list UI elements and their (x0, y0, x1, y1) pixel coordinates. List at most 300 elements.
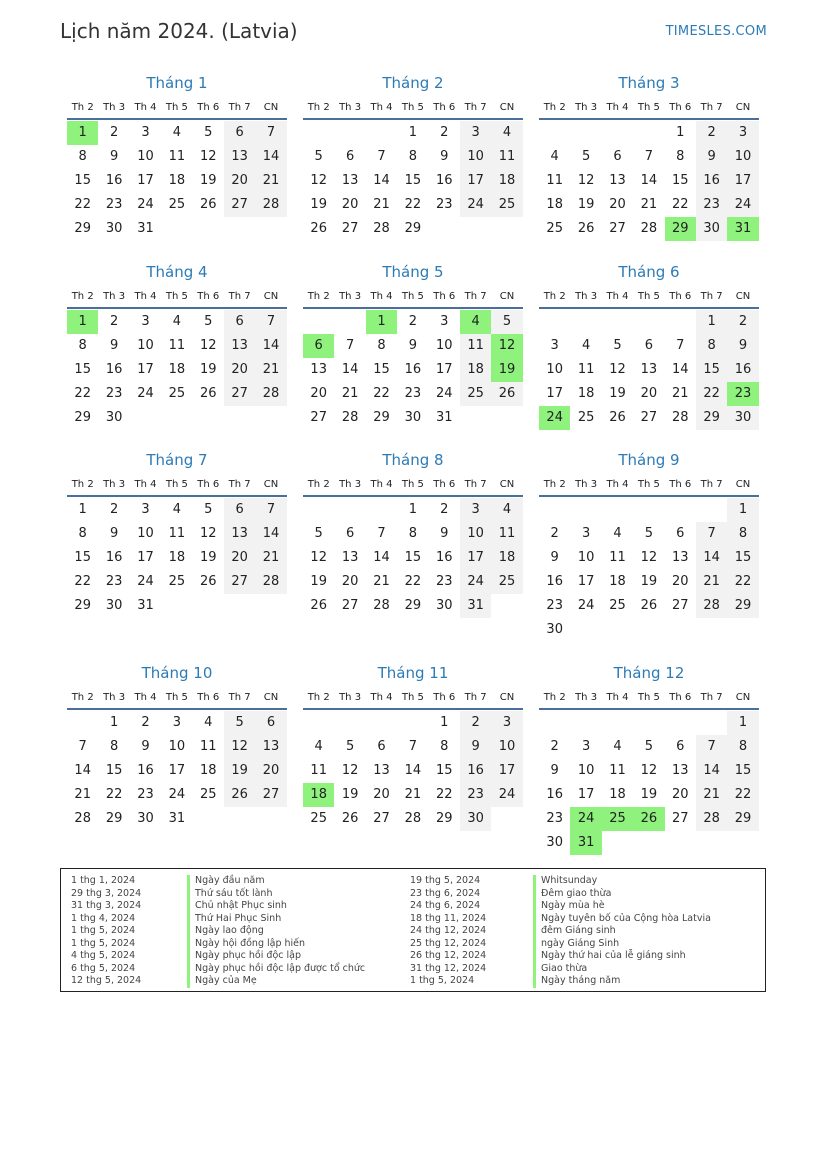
day-cell: 29 (74, 598, 91, 613)
day-cell: 7 (377, 526, 386, 541)
day-cell: 21 (696, 783, 727, 807)
weekday-label: Th 4 (606, 291, 629, 302)
weekday-header (303, 287, 523, 309)
day-cell: 8 (109, 739, 119, 754)
empty-cell (539, 711, 570, 735)
weekday-label: Th 6 (197, 692, 220, 703)
month-name: Tháng 5 (382, 263, 444, 281)
legend-holiday-name: Chủ nhật Phục sinh (187, 900, 365, 913)
weekday-label: Th 6 (197, 102, 220, 113)
day-cell: 8 (727, 735, 758, 759)
day-cell: 23 (105, 197, 123, 212)
day-cell: 2 (460, 711, 491, 735)
day-cell: 21 (640, 197, 658, 212)
weekday-label: Th 5 (401, 291, 424, 302)
day-cell: 27 (255, 783, 286, 807)
weekday-label: Th 2 (543, 102, 566, 113)
month-name: Tháng 6 (618, 263, 680, 281)
month-name: Tháng 10 (141, 664, 213, 682)
holiday-day: 24 (539, 406, 570, 430)
weekday-label: Th 6 (197, 479, 220, 490)
weekday-label: Th 6 (197, 291, 220, 302)
empty-cell (602, 310, 633, 334)
month-1 (67, 73, 287, 241)
day-cell: 6 (224, 121, 255, 145)
day-cell: 6 (613, 149, 622, 164)
day-cell: 1 (78, 502, 87, 517)
day-cell: 3 (440, 314, 449, 329)
legend-holiday-name: Ngày đầu năm (187, 875, 365, 888)
weekday-header (303, 475, 523, 497)
legend-date: 6 thg 5, 2024 (71, 962, 136, 974)
day-cell: 19 (199, 173, 217, 188)
day-grid (539, 498, 759, 642)
day-cell: 8 (696, 334, 727, 358)
day-cell: 9 (440, 149, 449, 164)
day-cell: 19 (640, 574, 658, 589)
day-cell: 20 (224, 169, 255, 193)
empty-cell (366, 498, 397, 522)
day-cell: 11 (460, 334, 491, 358)
empty-cell (303, 498, 334, 522)
day-cell: 2 (550, 739, 559, 754)
day-cell: 22 (74, 386, 91, 401)
month-11 (303, 663, 523, 831)
weekday-label: Th 4 (134, 692, 157, 703)
weekday-label: Th 2 (71, 291, 94, 302)
legend-date: 1 thg 4, 2024 (71, 912, 136, 924)
day-cell: 19 (640, 787, 658, 802)
weekday-label: Th 5 (165, 291, 188, 302)
weekday-label: Th 6 (669, 291, 692, 302)
holiday-day: 1 (67, 121, 98, 145)
day-cell: 23 (105, 574, 123, 589)
day-cell: 13 (671, 763, 689, 778)
day-grid (303, 310, 523, 430)
day-cell: 7 (696, 735, 727, 759)
day-cell: 25 (546, 221, 563, 236)
day-cell: 24 (137, 574, 154, 589)
day-cell: 27 (609, 221, 626, 236)
weekday-label: Th 2 (307, 291, 330, 302)
legend-holiday-name: Whitsunday (533, 875, 711, 888)
day-cell: 24 (137, 197, 154, 212)
day-cell: 24 (435, 386, 453, 401)
day-cell: 23 (696, 193, 727, 217)
day-cell: 17 (460, 169, 491, 193)
weekday-label: CN (263, 102, 279, 113)
day-cell: 25 (577, 410, 595, 425)
day-cell: 13 (224, 522, 255, 546)
day-cell: 29 (727, 594, 758, 618)
weekday-label: Th 7 (228, 479, 251, 490)
day-cell: 20 (224, 358, 255, 382)
weekday-label: Th 3 (339, 291, 362, 302)
day-cell: 19 (199, 362, 217, 377)
day-cell: 27 (224, 570, 255, 594)
day-cell: 17 (168, 763, 186, 778)
weekday-label: Th 7 (228, 692, 251, 703)
weekday-label: Th 7 (464, 479, 487, 490)
month-8 (303, 450, 523, 618)
day-cell: 19 (609, 386, 626, 401)
day-cell: 15 (74, 550, 91, 565)
month-name: Tháng 11 (377, 664, 449, 682)
day-cell: 7 (676, 338, 685, 353)
day-cell: 25 (199, 787, 217, 802)
empty-cell (334, 121, 365, 145)
day-cell: 6 (224, 498, 255, 522)
day-cell: 11 (310, 763, 327, 778)
day-cell: 24 (727, 193, 758, 217)
weekday-label: Th 6 (669, 102, 692, 113)
weekday-label: Th 4 (134, 291, 157, 302)
day-cell: 30 (727, 406, 758, 430)
day-cell: 5 (314, 526, 323, 541)
day-cell: 4 (172, 314, 181, 329)
day-cell: 13 (373, 763, 390, 778)
day-cell: 21 (671, 386, 689, 401)
legend-holiday-name: Giao thừa (533, 963, 711, 976)
day-cell: 28 (671, 410, 689, 425)
day-cell: 5 (314, 149, 323, 164)
day-grid (303, 498, 523, 618)
day-cell: 26 (310, 221, 327, 236)
day-cell: 2 (440, 502, 449, 517)
day-cell: 20 (341, 197, 359, 212)
day-cell: 5 (224, 711, 255, 735)
legend-holiday-name: Ngày mùa hè (533, 900, 711, 913)
legend-date: 1 thg 5, 2024 (71, 937, 136, 949)
weekday-label: CN (735, 291, 751, 302)
weekday-header (539, 98, 759, 120)
day-cell: 17 (435, 362, 453, 377)
day-cell: 1 (727, 711, 758, 735)
day-cell: 15 (105, 763, 123, 778)
day-cell: 25 (310, 811, 327, 826)
day-cell: 21 (404, 787, 422, 802)
weekday-label: Th 5 (637, 692, 660, 703)
day-cell: 4 (613, 526, 622, 541)
day-cell: 23 (435, 197, 453, 212)
day-grid (303, 711, 523, 831)
weekday-label: Th 4 (606, 102, 629, 113)
legend-date: 12 thg 5, 2024 (71, 975, 142, 986)
day-cell: 1 (440, 715, 449, 730)
day-cell: 22 (105, 787, 123, 802)
day-cell: 4 (491, 121, 522, 145)
day-cell: 27 (224, 193, 255, 217)
legend-date: 29 thg 3, 2024 (71, 887, 142, 899)
empty-cell (67, 711, 98, 735)
weekday-label: Th 7 (700, 102, 723, 113)
weekday-header (67, 688, 287, 710)
day-cell: 10 (577, 550, 595, 565)
legend-holiday-name: Ngày hội đồng lập hiến (187, 938, 365, 951)
legend-holiday-name: Thứ Hai Phục Sinh (187, 913, 365, 926)
empty-cell (665, 711, 696, 735)
day-cell: 28 (373, 221, 390, 236)
day-cell: 27 (310, 410, 327, 425)
empty-cell (570, 711, 601, 735)
day-cell: 20 (640, 386, 658, 401)
weekday-label: Th 5 (637, 291, 660, 302)
day-cell: 2 (109, 125, 119, 140)
empty-cell (539, 310, 570, 334)
weekday-label: Th 4 (370, 479, 393, 490)
day-grid (303, 121, 523, 241)
day-cell: 8 (408, 526, 417, 541)
month-name: Tháng 8 (382, 451, 444, 469)
empty-cell (602, 711, 633, 735)
weekday-header (539, 475, 759, 497)
legend-date: 1 thg 1, 2024 (71, 875, 136, 886)
day-cell: 26 (609, 410, 626, 425)
weekday-label: Th 6 (433, 102, 456, 113)
empty-cell (633, 711, 664, 735)
legend-date: 1 thg 5, 2024 (410, 975, 475, 986)
day-cell: 3 (460, 121, 491, 145)
day-cell: 28 (696, 807, 727, 831)
day-cell: 2 (550, 526, 559, 541)
day-cell: 30 (546, 835, 563, 850)
day-cell: 30 (105, 221, 123, 236)
day-cell: 12 (310, 550, 327, 565)
weekday-label: Th 6 (433, 291, 456, 302)
day-cell: 27 (640, 410, 658, 425)
weekday-label: Th 2 (71, 692, 94, 703)
day-cell: 16 (435, 550, 453, 565)
empty-cell (696, 498, 727, 522)
day-cell: 18 (168, 362, 186, 377)
day-cell: 17 (491, 759, 522, 783)
day-cell: 18 (609, 574, 626, 589)
month-name: Tháng 2 (382, 74, 444, 92)
day-cell: 26 (199, 197, 217, 212)
day-cell: 17 (137, 362, 154, 377)
day-cell: 20 (671, 574, 689, 589)
legend-holiday-name: Đêm giao thừa (533, 888, 711, 901)
day-cell: 13 (671, 550, 689, 565)
day-cell: 31 (460, 594, 491, 618)
day-cell: 14 (341, 362, 359, 377)
weekday-label: Th 3 (339, 102, 362, 113)
day-cell: 13 (224, 334, 255, 358)
day-cell: 30 (105, 598, 123, 613)
day-cell: 14 (671, 362, 689, 377)
day-cell: 13 (640, 362, 658, 377)
day-cell: 24 (460, 570, 491, 594)
legend-date: 26 thg 12, 2024 (410, 950, 487, 961)
month-12 (539, 663, 759, 855)
day-cell: 16 (546, 574, 563, 589)
day-cell: 8 (377, 338, 386, 353)
page-title: Lịch năm 2024. (Latvia) (60, 19, 298, 43)
weekday-label: CN (735, 692, 751, 703)
day-cell: 12 (640, 763, 658, 778)
day-cell: 17 (137, 550, 154, 565)
day-cell: 12 (199, 338, 217, 353)
legend-date: 18 thg 11, 2024 (410, 912, 487, 924)
holiday-day: 1 (366, 310, 397, 334)
weekday-label: Th 7 (228, 291, 251, 302)
day-cell: 7 (255, 498, 286, 522)
day-cell: 2 (440, 125, 449, 140)
day-cell: 5 (204, 314, 213, 329)
day-cell: 14 (373, 173, 390, 188)
weekday-header (539, 688, 759, 710)
day-cell: 25 (609, 598, 626, 613)
day-cell: 12 (199, 149, 217, 164)
day-cell: 10 (577, 763, 595, 778)
day-cell: 9 (550, 763, 559, 778)
day-cell: 18 (577, 386, 595, 401)
day-cell: 18 (460, 358, 491, 382)
empty-cell (303, 310, 334, 334)
day-cell: 8 (727, 522, 758, 546)
weekday-label: Th 7 (464, 692, 487, 703)
day-grid (539, 121, 759, 241)
day-cell: 3 (581, 526, 591, 541)
day-grid (67, 498, 287, 618)
day-cell: 11 (609, 550, 626, 565)
holiday-day: 4 (460, 310, 491, 334)
day-cell: 1 (696, 310, 727, 334)
day-cell: 12 (310, 173, 327, 188)
day-cell: 3 (727, 121, 758, 145)
day-cell: 14 (255, 334, 286, 358)
holiday-day: 25 (602, 807, 633, 831)
month-name: Tháng 12 (613, 664, 685, 682)
day-cell: 9 (460, 735, 491, 759)
day-cell: 30 (137, 811, 154, 826)
day-cell: 10 (546, 362, 563, 377)
day-cell: 17 (460, 546, 491, 570)
day-cell: 11 (577, 362, 595, 377)
weekday-label: Th 7 (700, 479, 723, 490)
day-cell: 16 (727, 358, 758, 382)
holiday-day: 31 (727, 217, 758, 241)
day-cell: 27 (224, 382, 255, 406)
day-cell: 15 (727, 546, 758, 570)
day-cell: 20 (255, 759, 286, 783)
day-cell: 8 (78, 338, 87, 353)
legend-holiday-name: Ngày tuyên bố của Cộng hòa Latvia (533, 913, 711, 926)
day-cell: 2 (141, 715, 150, 730)
empty-cell (334, 711, 365, 735)
day-grid (67, 310, 287, 430)
weekday-label: CN (735, 102, 751, 113)
weekday-label: Th 5 (401, 102, 424, 113)
day-cell: 29 (105, 811, 123, 826)
weekday-label: Th 6 (433, 692, 456, 703)
day-cell: 29 (404, 221, 422, 236)
weekday-label: Th 4 (134, 479, 157, 490)
day-cell: 3 (141, 502, 150, 517)
day-cell: 16 (404, 362, 422, 377)
weekday-label: Th 5 (165, 692, 188, 703)
holiday-day: 18 (303, 783, 334, 807)
day-cell: 1 (408, 125, 417, 140)
day-cell: 5 (644, 739, 653, 754)
weekday-header (303, 98, 523, 120)
weekday-label: CN (499, 291, 515, 302)
day-cell: 20 (310, 386, 327, 401)
day-cell: 20 (341, 574, 359, 589)
day-cell: 25 (460, 382, 491, 406)
day-cell: 7 (696, 522, 727, 546)
day-cell: 28 (341, 410, 359, 425)
weekday-label: CN (499, 479, 515, 490)
legend-date: 19 thg 5, 2024 (410, 875, 481, 886)
legend-right-dates (410, 875, 486, 988)
day-cell: 12 (609, 362, 626, 377)
legend-holiday-name: Ngày tháng năm (533, 975, 711, 988)
day-cell: 22 (373, 386, 390, 401)
day-cell: 7 (78, 739, 87, 754)
empty-cell (696, 711, 727, 735)
day-cell: 14 (74, 763, 91, 778)
day-cell: 13 (224, 145, 255, 169)
weekday-label: Th 2 (307, 479, 330, 490)
empty-cell (366, 711, 397, 735)
legend-date: 31 thg 3, 2024 (71, 900, 142, 911)
weekday-label: CN (263, 692, 279, 703)
day-cell: 22 (435, 787, 453, 802)
day-cell: 26 (577, 221, 595, 236)
month-6 (539, 262, 759, 430)
weekday-label: Th 3 (575, 479, 598, 490)
day-cell: 4 (314, 739, 323, 754)
weekday-header (539, 287, 759, 309)
day-cell: 3 (460, 498, 491, 522)
day-cell: 15 (727, 759, 758, 783)
weekday-label: Th 5 (637, 479, 660, 490)
month-10 (67, 663, 287, 831)
day-cell: 30 (696, 217, 727, 241)
day-cell: 24 (168, 787, 186, 802)
holiday-day: 1 (67, 310, 98, 334)
weekday-label: Th 2 (307, 102, 330, 113)
day-cell: 10 (435, 338, 453, 353)
holiday-day: 23 (727, 382, 758, 406)
weekday-header (67, 98, 287, 120)
day-cell: 12 (640, 550, 658, 565)
day-cell: 22 (74, 197, 91, 212)
weekday-label: Th 3 (103, 479, 126, 490)
weekday-label: Th 6 (669, 692, 692, 703)
day-cell: 25 (168, 574, 186, 589)
brand-logo[interactable]: TIMESLES.COM (665, 24, 767, 39)
day-cell: 23 (404, 386, 422, 401)
day-cell: 21 (373, 574, 390, 589)
day-cell: 9 (109, 526, 119, 541)
day-cell: 25 (491, 193, 522, 217)
day-cell: 23 (460, 783, 491, 807)
day-cell: 16 (435, 173, 453, 188)
day-cell: 22 (404, 197, 422, 212)
day-cell: 27 (341, 221, 359, 236)
weekday-label: CN (499, 102, 515, 113)
holiday-legend (60, 868, 766, 992)
day-cell: 17 (137, 173, 154, 188)
day-cell: 28 (640, 221, 658, 236)
day-cell: 5 (613, 338, 622, 353)
day-cell: 22 (74, 574, 91, 589)
day-cell: 25 (491, 570, 522, 594)
day-cell: 11 (168, 338, 186, 353)
day-cell: 7 (408, 739, 417, 754)
